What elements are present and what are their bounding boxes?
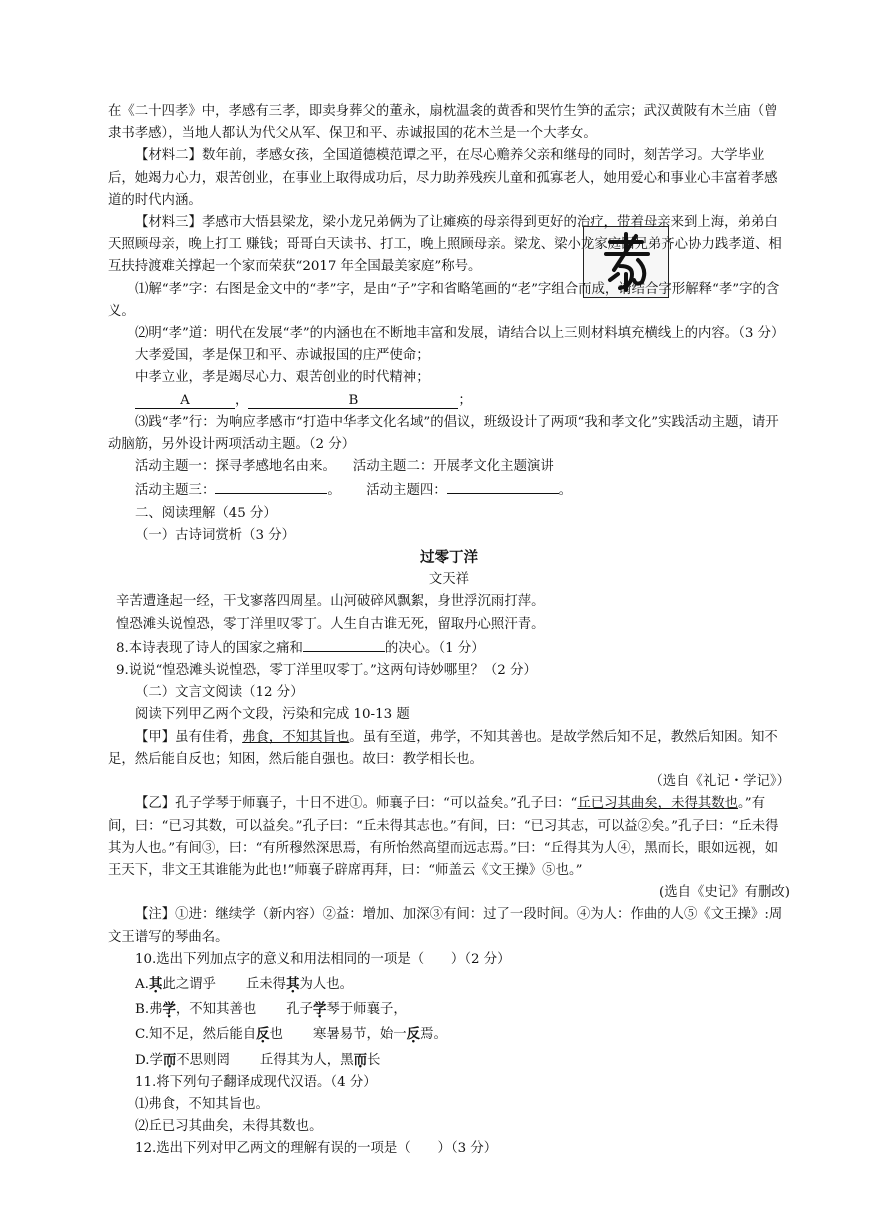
option-d: D.学而不思则罔 丘得其为人，黑而长 <box>135 1051 381 1068</box>
activity-row-2: 活动主题三： 。 活动主题四： 。 <box>108 478 790 502</box>
poem-line-2: 惶恐滩头说惶恐，零丁洋里叹零丁。人生自古谁无死，留取丹心照汗青。 <box>116 616 545 632</box>
option-b: B.弗学，不知其善也 孔子学琴于师襄子， <box>135 1001 407 1018</box>
question-9: 9.说说“惶恐滩头说惶恐，零丁洋里叹零丁。”这两句诗妙哪里？（2 分） <box>116 663 537 679</box>
answer-line-1: 大孝爱国，孝是保卫和平、赤诚报国的庄严使命； <box>135 348 430 364</box>
reading-instruction: 阅读下列甲乙两个文段，污染和完成 10-13 题 <box>135 707 410 723</box>
question-2: ⑵明“孝”道：明代在发展“孝”的内涵也在不断地丰富和发展，请结合以上三则材料填充横线上的内容。（3 分） <box>135 326 785 342</box>
question-3: ⑶践“孝”行：为响应孝感市“打造中华孝文化名域”的倡议，班级设计了两项“我和孝文化”实践活动主题，请开动脑筋，另外设计两项活动主题。（2 分） <box>108 414 779 453</box>
material-three-text <box>108 212 790 279</box>
activity-row-1: 活动主题一：探寻孝感地名由来。 活动主题二：开展孝文化主题演讲 <box>135 459 554 475</box>
exam-page <box>108 101 790 1161</box>
activity-three-blank[interactable] <box>215 478 327 494</box>
question-8-blank[interactable] <box>303 636 385 652</box>
activity-four-blank[interactable] <box>447 478 559 494</box>
passage-jia: 【甲】虽有佳肴，弗食，不知其旨也。虽有至道，弗学，不知其善也。是故学然后知不足，教然后知困。知不足，然后能自反也；知困，然后能自强也。故曰：教学相长也。 <box>108 729 778 767</box>
material-three-body: 【材料三】孝感市大悟县梁龙，梁小龙兄弟俩为了让瘫痪的母亲得到更好的治疗，带着母亲来到上海，弟弟白天照顾母亲，晚上打工 赚钱；哥哥白天读书、打工，晚上照顾母亲。梁龙、梁小龙家庭因兄弟齐心协力践孝道、相互扶持渡难关撑起一个家而荣获“2017 年全国最美家庭”称号。 <box>108 215 782 275</box>
option-a: A.其此之谓乎 丘未得其为人也。 <box>135 975 354 992</box>
annotation-note: 【注】①进：继续学（新内容）②益：增加、加深③有间：过了一段时间。④为人：作曲的人⑤《文王操》:周文王谱写的琴曲名。 <box>108 907 783 945</box>
poem-line-1: 辛苦遭逢起一经，干戈寥落四周星。山河破碎风飘絮，身世浮沉雨打萍。 <box>116 594 545 610</box>
question-11: 11.将下列句子翻译成现代汉语。（4 分） <box>135 1074 377 1090</box>
question-1: ⑴解“孝”字：右图是金文中的“孝”字，是由“子”字和省略笔画的“老”字组合而成，请结合字形解释“孝”字的含义。 <box>108 281 780 319</box>
question-11-item-1: ⑴弗食，不知其旨也。 <box>135 1096 269 1112</box>
poem-author: 文天祥 <box>428 572 470 588</box>
passage-yi-underlined: 丘已习其曲矣，未得其数也 <box>577 796 739 812</box>
question-12: 12.选出下列对甲乙两文的理解有误的一项是（ ）（3 分） <box>135 1141 498 1157</box>
passage-jia-underlined: 弗食，不知其旨也 <box>242 729 350 745</box>
material-two-text: 【材料二】数年前，孝感女孩，全国道德模范谭之平，在尽心赡养父亲和继母的同时，刻苦学习。大学毕业后，她竭力心力，艰苦创业，在事业上取得成功后，尽力助养残疾儿童和孤寡老人，她用爱心和事业心丰富着孝感道的时代内涵。 <box>108 148 778 208</box>
blank-a[interactable]: A <box>135 393 235 409</box>
passage-yi-source: (选自《史记》有删改) <box>659 885 790 901</box>
answer-line-3: A ， B ； <box>108 390 790 412</box>
option-c: C.知不足，然后能自反也 寒暑易节，始一反焉。 <box>135 1026 447 1043</box>
material-one-text: 在《二十四孝》中，孝感有三孝，即卖身葬父的董永，扇枕温衾的黄香和哭竹生笋的孟宗；武汉黄陂有木兰庙（曾隶书孝感），当地人都认为代父从军、保卫和平、赤诚报国的花木兰是一个大孝女。 <box>108 104 778 142</box>
poem-title: 过零丁洋 <box>420 550 478 567</box>
passage-jia-source: （选自《礼记・学记》） <box>649 774 790 790</box>
section-2-heading: 二、阅读理解（45 分） <box>135 505 277 521</box>
section-2a-heading: （一）古诗词赏析（3 分） <box>135 527 296 543</box>
section-2b-heading: （二）文言文阅读（12 分） <box>135 685 304 701</box>
question-10: 10.选出下列加点字的意义和用法相同的一项是（ ）（2 分） <box>135 951 511 967</box>
question-11-item-2: ⑵丘已习其曲矣，未得其数也。 <box>135 1119 323 1135</box>
blank-b[interactable]: B <box>248 393 458 409</box>
answer-line-2: 中孝立业，孝是竭尽心力、艰苦创业的时代精神； <box>135 370 430 386</box>
question-8: 8.本诗表现了诗人的国家之痛和 的决心。（1 分） <box>108 636 790 660</box>
passage-yi: 【乙】孔子学琴于师襄子，十日不进①。师襄子曰：“可以益矣。”孔子曰：“丘已习其曲矣，未得其数也。”有间，曰：“已习其数，可以益矣。”孔子曰：“丘未得其志也。”有间，曰：“已习其志，可以益②矣。”孔子曰：“丘未得其为人也。”有间③，曰：“有所穆然深思焉，有所怡然高望而远志焉。”曰：“丘得其为人④，黑而长，眼如远视，如王天下，非文王其谁能为此也!”师襄子辟席再拜，曰：“师盖云《文王操》⑤也。” <box>108 796 779 878</box>
